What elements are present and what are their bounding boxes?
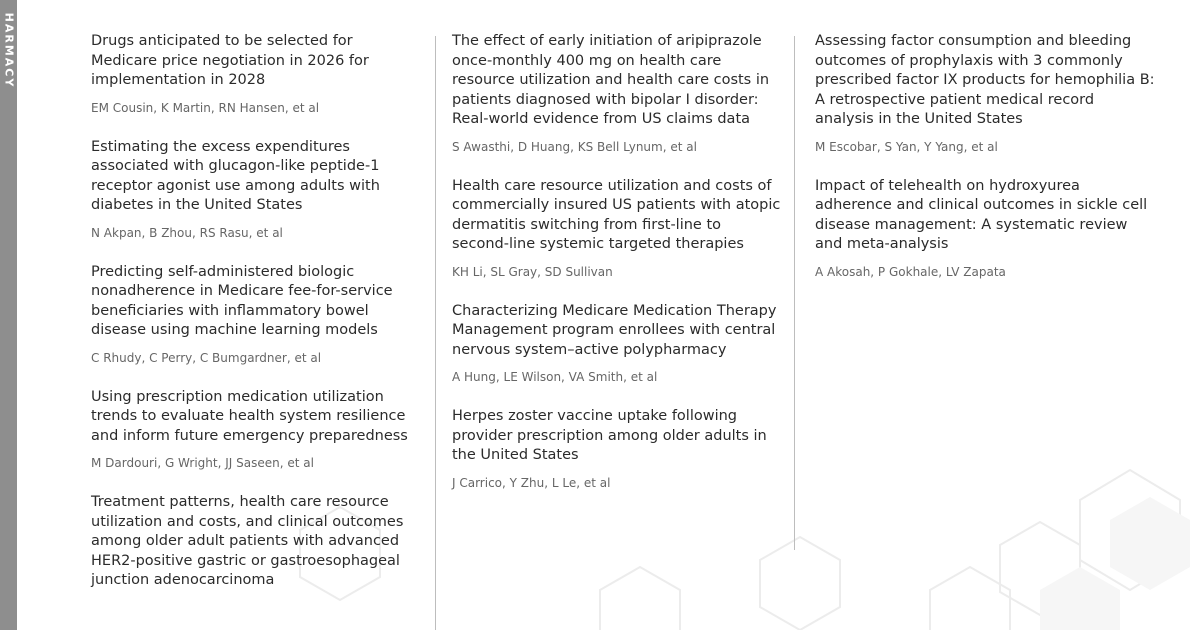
article-title-link[interactable]: Characterizing Medicare Medication Therapy Management program enrollees with central nervous system–active polypharmacy — [452, 302, 777, 358]
article-title-link[interactable]: Drugs anticipated to be selected for Medicare price negotiation in 2026 for implementation in 2028 — [91, 33, 369, 88]
article-item — [452, 177, 782, 280]
article-authors: N Akpan, B Zhou, RS Rasu, et al — [91, 225, 283, 240]
column-divider-1 — [435, 36, 436, 630]
article-title-link[interactable]: Using prescription medication utilization trends to evaluate health system resilience and inform future emergency preparedness — [91, 388, 408, 444]
article-item — [452, 407, 782, 491]
article-authors: EM Cousin, K Martin, RN Hansen, et al — [91, 100, 320, 115]
article-item — [91, 32, 411, 116]
article-authors: M Dardouri, G Wright, JJ Saseen, et al — [91, 456, 314, 470]
article-title-link[interactable]: Predicting self-administered biologic nonadherence in Medicare fee-for-service beneficiaries with inflammatory bowel disease using machine learning models — [91, 263, 393, 338]
article-title-link[interactable]: Estimating the excess expenditures associated with glucagon-like peptide-1 receptor agonist use among adults with diabetes in the United States — [91, 138, 380, 213]
article-column-1 — [91, 32, 411, 613]
article-authors: C Rhudy, C Perry, C Bumgardner, et al — [91, 350, 322, 365]
article-item — [91, 138, 411, 241]
article-column-2 — [452, 32, 782, 513]
article-title-link[interactable]: Health care resource utilization and costs of commercially insured US patients with atopic dermatitis switching from first-line to second-line systemic targeted therapies — [452, 177, 781, 252]
article-item — [452, 32, 782, 155]
article-item — [815, 32, 1155, 155]
article-title-link[interactable]: Impact of telehealth on hydroxyurea adherence and clinical outcomes in sickle cell disease management: A systematic review and meta-analysis — [815, 177, 1148, 252]
article-title-link[interactable]: Treatment patterns, health care resource utilization and costs, and clinical outcomes among older adult patients with advanced HER2-positive gastric or gastroesophageal junction adenocarcinoma — [91, 494, 404, 588]
article-item — [815, 177, 1155, 280]
article-title-link[interactable]: Herpes zoster vaccine uptake following provider prescription among older adults in the United States — [452, 408, 767, 463]
article-item — [452, 302, 782, 386]
article-item — [91, 263, 411, 366]
article-authors: A Hung, LE Wilson, VA Smith, et al — [452, 370, 658, 384]
article-authors: S Awasthi, D Huang, KS Bell Lynum, et al — [452, 139, 697, 154]
article-authors: J Carrico, Y Zhu, L Le, et al — [452, 475, 611, 490]
article-authors: M Escobar, S Yan, Y Yang, et al — [815, 139, 998, 154]
article-item — [91, 493, 411, 591]
column-divider-2 — [794, 36, 795, 550]
article-authors: A Akosah, P Gokhale, LV Zapata — [815, 264, 1006, 279]
article-title-link[interactable]: Assessing factor consumption and bleeding outcomes of prophylaxis with 3 commonly prescribed factor IX products for hemophilia B: A retrospective patient medical record analysis in the United States — [815, 33, 1155, 127]
article-title-link[interactable]: The effect of early initiation of aripiprazole once-monthly 400 mg on health care resource utilization and health care costs in patients diagnosed with bipolar I disorder: Real-world evidence from US claims data — [452, 33, 770, 127]
article-column-3 — [815, 32, 1155, 302]
article-item — [91, 388, 411, 472]
sidebar-label-text: HARMACY — [2, 12, 15, 88]
sidebar-label — [0, 0, 17, 100]
article-authors: KH Li, SL Gray, SD Sullivan — [452, 264, 613, 279]
